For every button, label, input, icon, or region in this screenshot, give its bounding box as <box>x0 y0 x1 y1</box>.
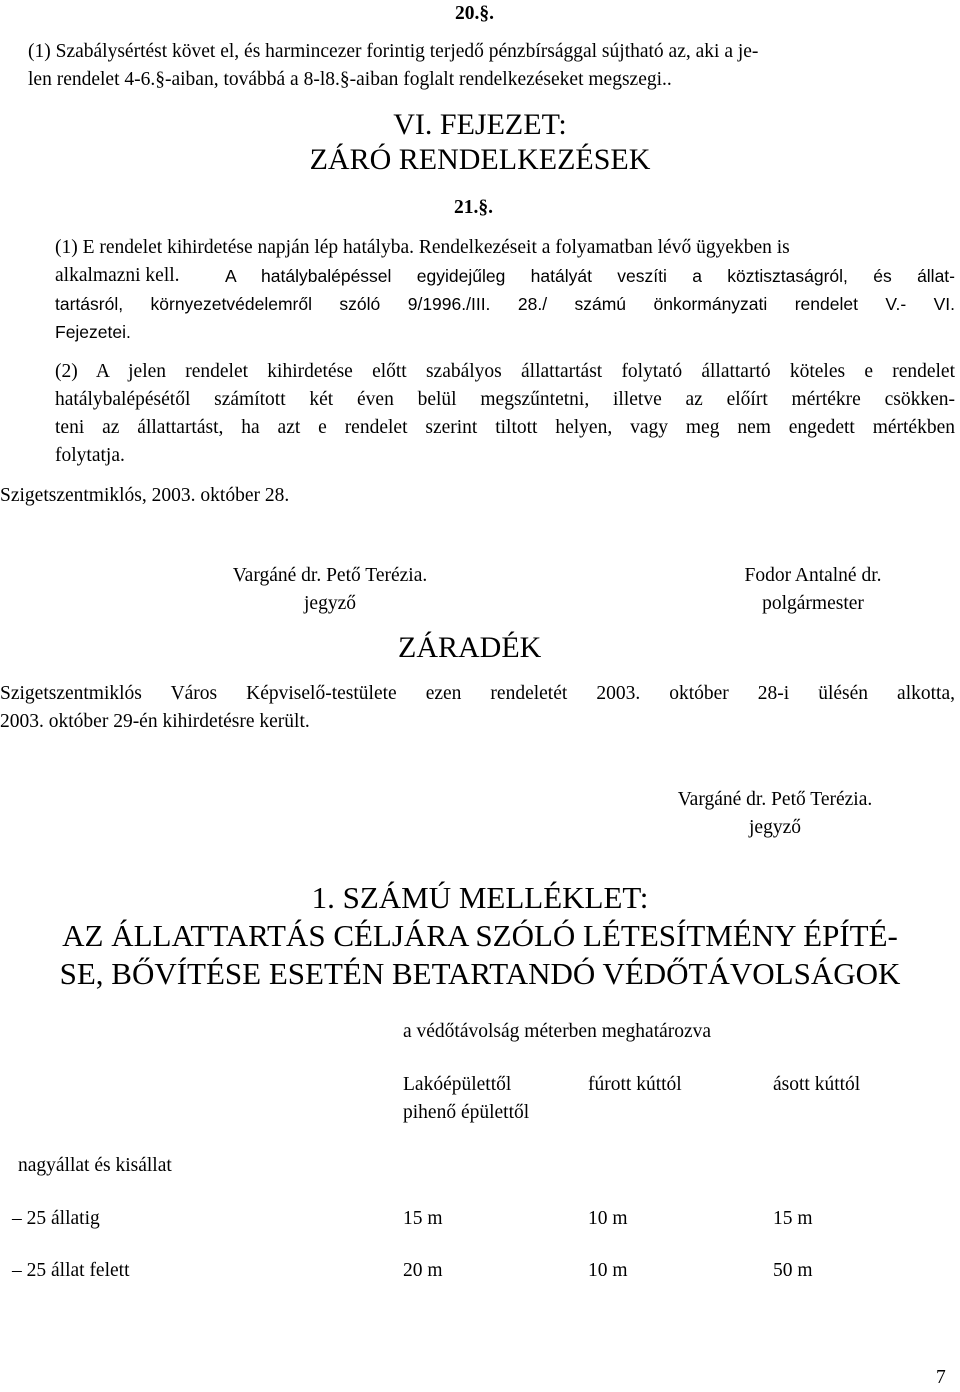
section-21-para-line: (1) E rendelet kihirdetése napján lép hatályba. Rendelkezéseit a folyamatban lévő ügyekben is <box>55 237 790 258</box>
section-21-para-line: (2) A jelen rendelet kihirdetése előtt szabályos állattartást folytató állattartó köteles e rendelet <box>55 361 955 382</box>
table-header-col1: Lakóépülettől <box>403 1074 512 1095</box>
clause-signature-title: jegyző <box>749 817 801 838</box>
annex-subtitle-line: SE, BŐVÍTÉSE ESETÉN BETARTANDÓ VÉDŐTÁVOLSÁGOK <box>59 956 901 991</box>
table-row <box>0 1257 960 1285</box>
table-cell-value: 15 m <box>403 1208 443 1229</box>
signature-left-title: jegyző <box>304 593 356 614</box>
table-cell-label: – 25 állat felett <box>12 1260 130 1281</box>
section-21-para-text: alkalmazni kell. <box>55 265 180 286</box>
table-header-col1: pihenő épülettől <box>403 1102 530 1123</box>
table-cell-label: – 25 állatig <box>12 1208 100 1229</box>
section-21-para-line <box>55 262 955 290</box>
annex-subtitle-line: AZ ÁLLATTARTÁS CÉLJÁRA SZÓLÓ LÉTESÍTMÉNY ÉPÍTÉ- <box>62 918 898 953</box>
chapter-subtitle: ZÁRÓ RENDELKEZÉSEK <box>309 143 651 176</box>
section-20-para-line: len rendelet 4-6.§-aiban, továbbá a 8-l8.§-aiban foglalt rendelkezéseket megszegi.. <box>28 69 672 90</box>
section-21-para-line: Fejezetei. <box>55 322 131 342</box>
table-caption: a védőtávolság méterben meghatározva <box>403 1021 712 1042</box>
section-21-heading: 21.§. <box>454 197 493 218</box>
table-cell-value: 20 m <box>403 1260 443 1281</box>
annex-title: 1. SZÁMÚ MELLÉKLET: <box>311 880 649 915</box>
table-cell-value: 10 m <box>588 1260 628 1281</box>
table-cell-value: 15 m <box>773 1208 813 1229</box>
table-header-col3: ásott kúttól <box>773 1074 861 1095</box>
section-20-heading: 20.§. <box>455 3 494 24</box>
table-cell-value: 10 m <box>588 1208 628 1229</box>
section-21-para-text: A hatálybalépéssel egyidejűleg hatályát veszíti a köztisztaságról, és állat- <box>225 266 955 286</box>
page-number: 7 <box>936 1367 946 1388</box>
table-header-col2: fúrott kúttól <box>588 1074 682 1095</box>
place-date: Szigetszentmiklós, 2003. október 28. <box>0 485 290 506</box>
clause-heading: ZÁRADÉK <box>398 631 542 664</box>
clause-text-line: Szigetszentmiklós Város Képviselő-testülete ezen rendeletét 2003. október 28-i ülésén alkotta, <box>0 683 955 704</box>
section-21-para-line: teni az állattartást, ha azt e rendelet szerint tiltott helyen, vagy meg nem engedett mértékben <box>55 417 955 438</box>
signature-right-title: polgármester <box>762 593 864 614</box>
table-row <box>0 1205 960 1233</box>
section-21-para-line: folytatja. <box>55 445 125 466</box>
signature-right-name: Fodor Antalné dr. <box>744 565 882 586</box>
table-category-label: nagyállat és kisállat <box>18 1155 172 1176</box>
signature-left-name: Vargáné dr. Pető Terézia. <box>232 565 428 586</box>
section-21-para-line: hatálybalépésétől számított két éven belül megszűntetni, illetve az előírt mértékre csökken- <box>55 389 955 410</box>
section-20-para-line: (1) Szabálysértést követ el, és harmincezer forintig terjedő pénzbírsággal sújtható az, aki a je- <box>28 41 759 62</box>
table-cell-value: 50 m <box>773 1260 813 1281</box>
chapter-title: VI. FEJEZET: <box>393 108 567 141</box>
section-21-para-line: tartásról, környezetvédelemről szóló 9/1996./III. 28./ számú önkormányzati rendelet V.- VI. <box>55 294 955 314</box>
clause-text-line: 2003. október 29-én kihirdetésre került. <box>0 711 310 732</box>
clause-signature-name: Vargáné dr. Pető Terézia. <box>677 789 873 810</box>
